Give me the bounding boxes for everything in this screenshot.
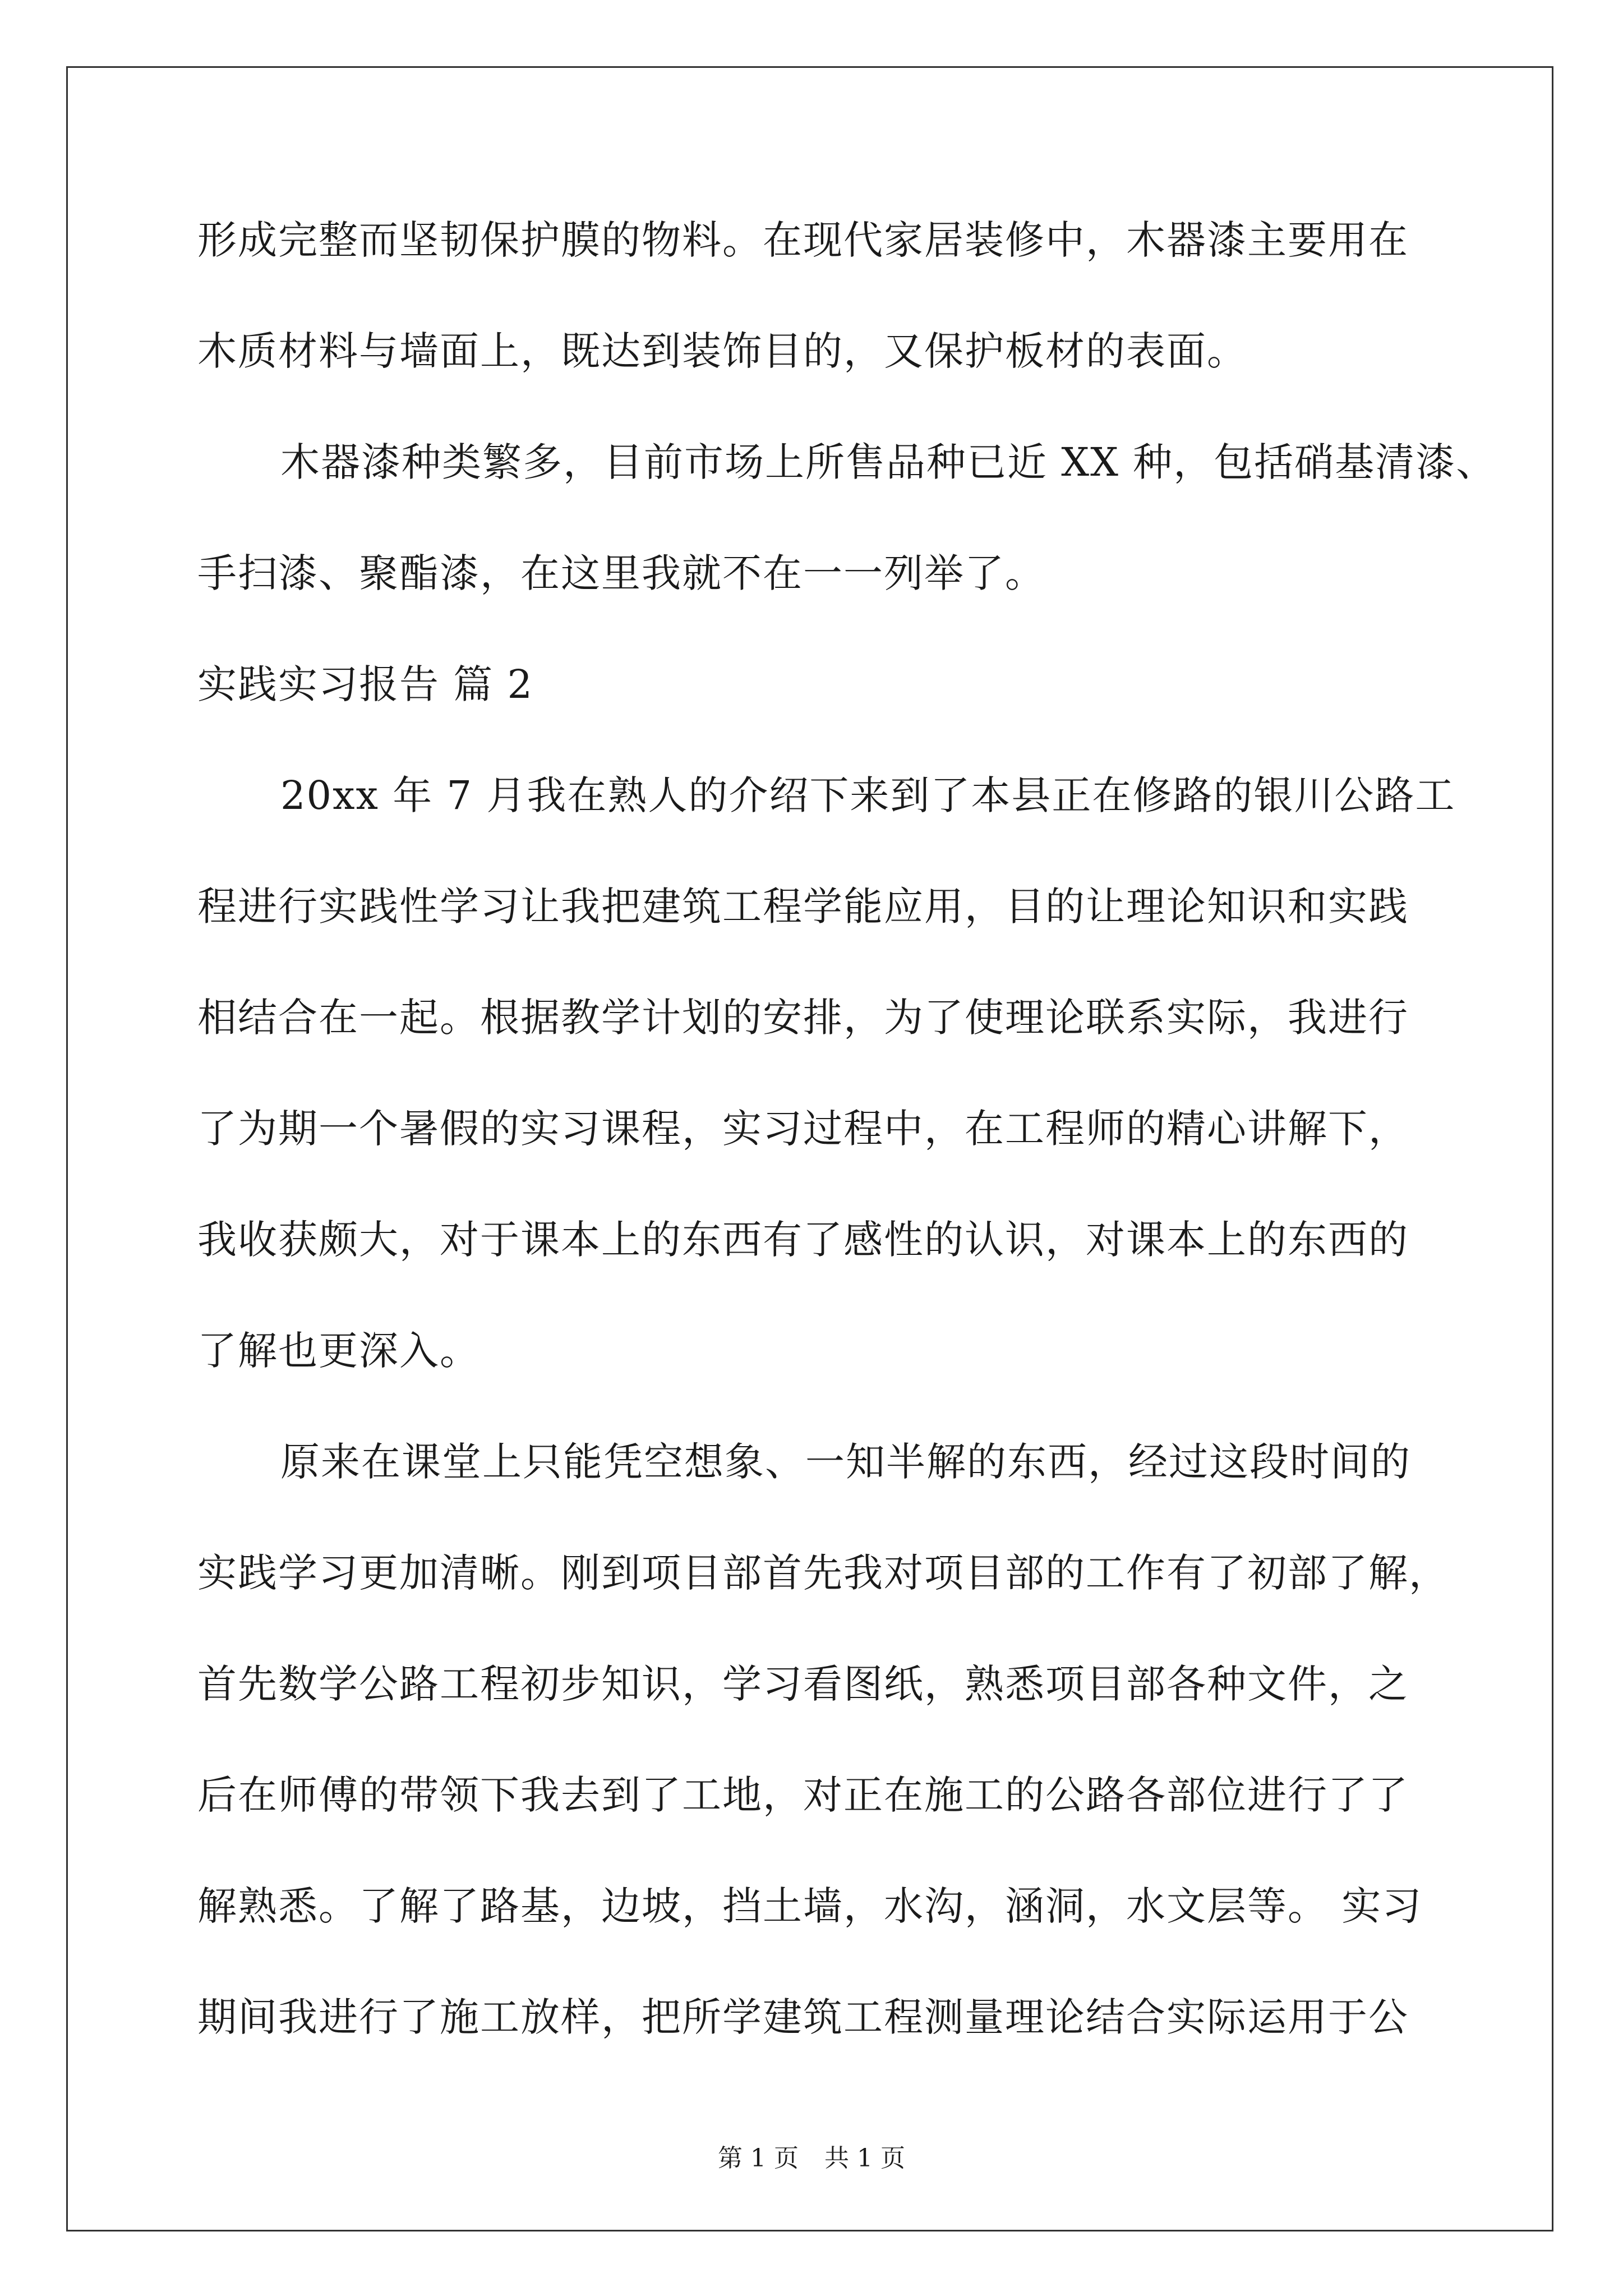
text-line: 了为期一个暑假的实习课程，实习过程中，在工程师的精心讲解下，: [197, 1106, 1409, 1152]
text-line: 首先数学公路工程初步知识，学习看图纸，熟悉项目部各种文件，之: [197, 1661, 1409, 1707]
text-line: 形成完整而坚韧保护膜的物料。在现代家居装修中，木器漆主要用在: [197, 217, 1409, 263]
text-line: 原来在课堂上只能凭空想象、一知半解的东西，经过这段时间的: [280, 1439, 1411, 1485]
text-line: 20xx 年 7 月我在熟人的介绍下来到了本县正在修路的银川公路工: [280, 772, 1456, 818]
document-body: [197, 212, 1497, 2045]
text-line: 手扫漆、聚酯漆，在这里我就不在一一列举了。: [197, 550, 1045, 596]
text-line: 后在师傅的带领下我去到了工地，对正在施工的公路各部位进行了了: [197, 1772, 1409, 1818]
text-line: 我收获颇大，对于课本上的东西有了感性的认识，对课本上的东西的: [197, 1217, 1409, 1263]
text-line: 相结合在一起。根据教学计划的安排，为了使理论联系实际，我进行: [197, 995, 1409, 1041]
section-heading: 实践实习报告 篇 2: [197, 661, 534, 707]
text-line: 了解也更深入。: [197, 1328, 480, 1374]
page-total: 共 1 页: [824, 2144, 905, 2173]
text-line: 木质材料与墙面上，既达到装饰目的，又保护板材的表面。: [197, 328, 1247, 374]
text-line: 实践学习更加清晰。刚到项目部首先我对项目部的工作有了初部了解，: [197, 1550, 1449, 1596]
text-line: 木器漆种类繁多，目前市场上所售品种已近 XX 种，包括硝基清漆、: [280, 439, 1497, 485]
page-footer: [0, 2142, 1623, 2175]
text-line: 程进行实践性学习让我把建筑工程学能应用，目的让理论知识和实践: [197, 884, 1409, 930]
text-line: 期间我进行了施工放样，把所学建筑工程测量理论结合实际运用于公: [197, 1994, 1409, 2040]
page-number: 第 1 页: [718, 2144, 799, 2173]
text-line: 解熟悉。了解了路基，边坡，挡土墙，水沟，涵洞，水文层等。 实习: [197, 1883, 1423, 1929]
